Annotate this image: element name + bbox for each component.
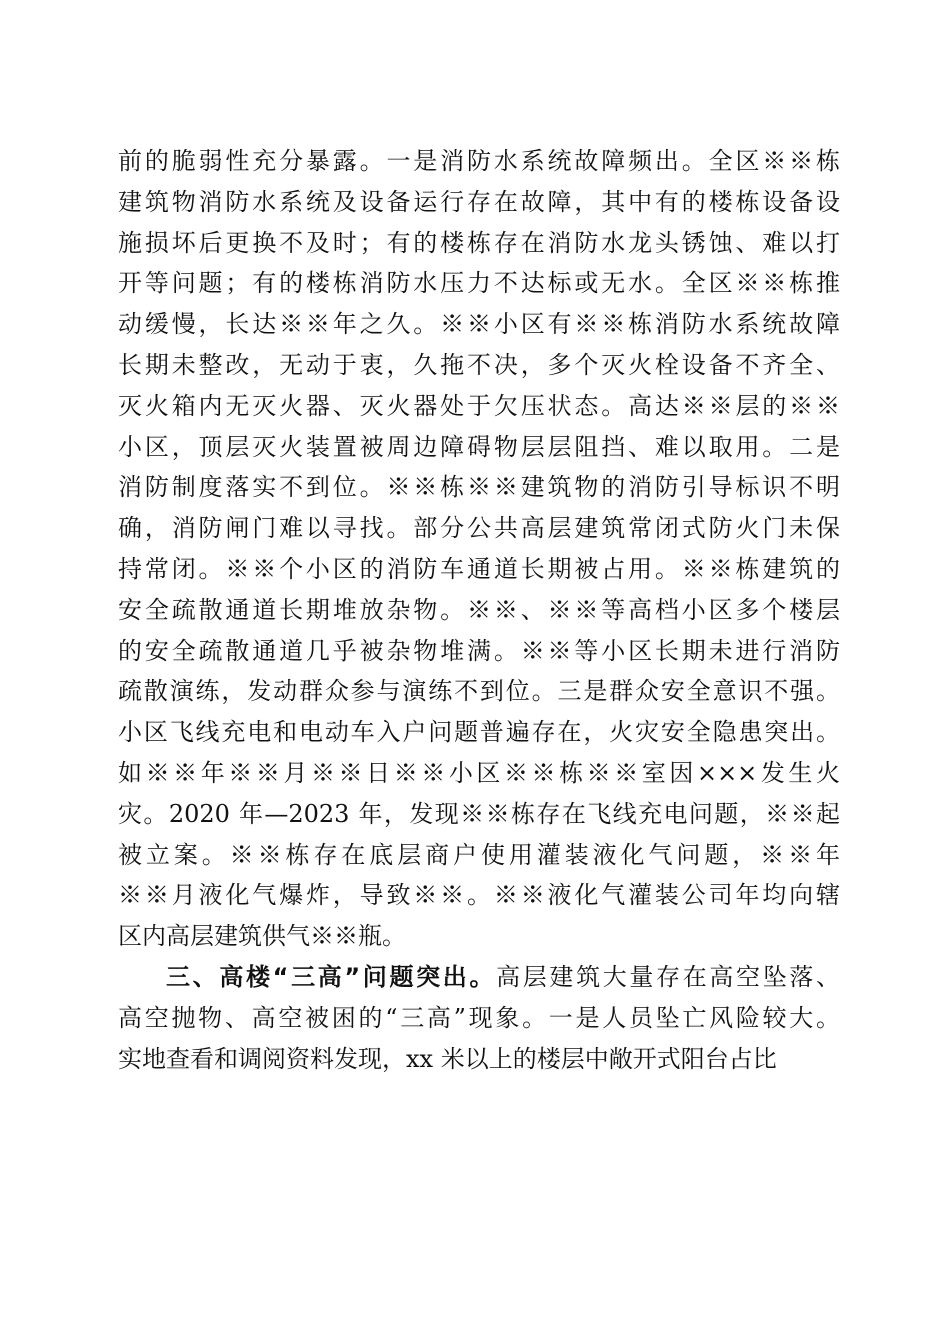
text-line: 高空抛物、高空被困的“三高”现象。一是人员坠亡风险较大。 [118,1003,840,1032]
text-line: 灾。2020 年—2023 年，发现※※栋存在飞线充电问题，※※起 [118,799,840,828]
text-line: 小区，顶层灭火装置被周边障碍物层层阻挡、难以取用。二是 [118,432,840,461]
text-line: 安全疏散通道长期堆放杂物。※※、※※等高档小区多个楼层 [118,595,840,624]
section-heading: 三、高楼“三高”问题突出。 [166,962,497,991]
text-line: 持常闭。※※个小区的消防车通道长期被占用。※※栋建筑的 [118,554,840,583]
text-line: 确，消防闸门难以寻找。部分公共高层建筑常闭式防火门未保 [118,514,840,543]
paragraph-1 [118,141,840,957]
text-line: 动缓慢，长达※※年之久。※※小区有※※栋消防水系统故障 [118,310,840,339]
text-line: 疏散演练，发动群众参与演练不到位。三是群众安全意识不强。 [118,677,840,706]
text-line: 长期未整改，无动于衷，久拖不决，多个灭火栓设备不齐全、 [118,350,840,379]
document-body [118,141,840,1079]
paragraph-2 [118,957,840,1079]
text-line: 前的脆弱性充分暴露。一是消防水系统故障频出。全区※※栋 [118,147,840,175]
text-line: 建筑物消防水系统及设备运行存在故障，其中有的楼栋设备设 [118,187,840,216]
text-line: 施损坏后更换不及时；有的楼栋存在消防水龙头锈蚀、难以打 [118,228,840,257]
text-line: 小区飞线充电和电动车入户问题普遍存在，火灾安全隐患突出。 [118,718,840,747]
section-heading-line [118,957,840,998]
text-line: 开等问题；有的楼栋消防水压力不达标或无水。全区※※栋推 [118,269,840,298]
text-line: 被立案。※※栋存在底层商户使用灌装液化气问题，※※年 [118,840,840,869]
text-line: 如※※年※※月※※日※※小区※※栋※※室因×××发生火 [118,758,840,787]
text-line: 消防制度落实不到位。※※栋※※建筑物的消防引导标识不明 [118,473,840,502]
text-line: 灭火箱内无灭火器、灭火器处于欠压状态。高达※※层的※※ [118,391,840,420]
text-line: 实地查看和调阅资料发现，xx 米以上的楼层中敞开式阳台占比 [118,1044,777,1073]
text-fragment: 高层建筑大量存在高空坠落、 [496,962,840,991]
text-line: 的安全疏散通道几乎被杂物堆满。※※等小区长期未进行消防 [118,636,840,665]
text-line: ※※月液化气爆炸，导致※※。※※液化气灌装公司年均向辖 [118,881,840,910]
text-line: 区内高层建筑供气※※瓶。 [118,922,406,951]
